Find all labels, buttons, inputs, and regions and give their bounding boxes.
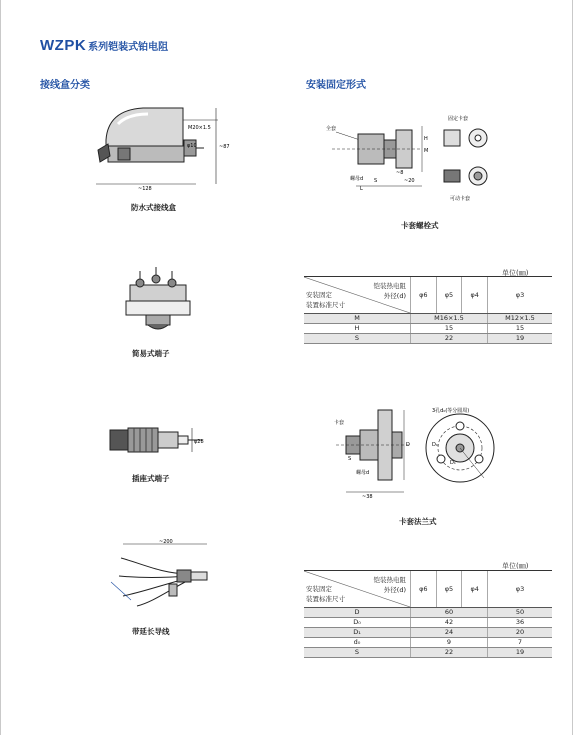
page-title <box>40 37 168 54</box>
col-header: φ6 <box>411 571 437 608</box>
series-code: WZPK <box>40 37 87 54</box>
col-header: φ4 <box>462 571 488 608</box>
table-row <box>304 618 552 628</box>
left-section-title: 接线盒分类 <box>40 80 90 91</box>
dim-label: ~8 <box>396 170 404 176</box>
dim-label: S <box>348 456 352 462</box>
cell: 22 <box>411 334 488 344</box>
header-line: 外径(d) <box>383 292 406 300</box>
cell: 15 <box>411 324 488 334</box>
table-row <box>304 638 552 648</box>
col-header: φ3 <box>488 277 553 314</box>
cell: 20 <box>488 628 553 638</box>
waterproof-box-drawing <box>88 100 248 192</box>
simple-terminal-drawing <box>120 265 200 335</box>
cell: 15 <box>488 324 553 334</box>
table-unit: 单位(㎜) <box>502 269 529 277</box>
table-row <box>304 324 552 334</box>
dim-label: 螺母d <box>350 176 364 182</box>
socket-terminal-drawing <box>108 416 218 464</box>
table-row <box>304 314 552 324</box>
dim-label: ~20 <box>404 178 415 184</box>
right-section-title: 安装固定形式 <box>306 80 366 91</box>
dim-label: D₁ <box>450 460 456 466</box>
part-label: 全套 <box>326 126 337 132</box>
row-label: D₁ <box>304 628 411 638</box>
dim-label: D₀ <box>432 442 438 448</box>
dim-label: ~200 <box>159 539 173 545</box>
col-header: φ5 <box>436 277 462 314</box>
table-row <box>304 334 552 344</box>
dim-label: 螺母d <box>356 470 370 476</box>
cell: 24 <box>411 628 488 638</box>
row-label: S <box>304 648 411 658</box>
part-label: 3孔d₀(等分圆周) <box>432 408 470 414</box>
col-header: φ4 <box>462 277 488 314</box>
figure-caption: 插座式端子 <box>132 474 170 483</box>
row-label: H <box>304 324 411 334</box>
cell: 7 <box>488 638 553 648</box>
col-header: φ6 <box>411 277 437 314</box>
dim-label: L <box>360 186 363 192</box>
dim-label: M20×1.5 <box>188 125 211 131</box>
ferrule-flange-drawing <box>334 402 514 508</box>
extended-lead-drawing <box>103 538 213 610</box>
part-label: 卡套 <box>334 420 345 426</box>
header-line: 安装固定 <box>306 291 332 299</box>
cell: 19 <box>488 648 553 658</box>
cell: 36 <box>488 618 553 628</box>
table-row <box>304 648 552 658</box>
table-unit: 单位(㎜) <box>502 562 529 570</box>
col-header: φ3 <box>488 571 553 608</box>
row-label: D <box>304 608 411 618</box>
cell: M12×1.5 <box>488 314 553 324</box>
figure-caption: 卡套螺栓式 <box>401 221 439 230</box>
cell: 9 <box>411 638 488 648</box>
series-name: 系列铠装式铂电阻 <box>88 42 169 53</box>
table-row <box>304 628 552 638</box>
figure-caption: 简易式端子 <box>132 349 170 358</box>
col-header: φ5 <box>436 571 462 608</box>
part-label: 可动卡套 <box>450 196 471 202</box>
header-line: 铠装热电阻 <box>373 282 406 290</box>
spec-table-2 <box>304 570 552 658</box>
part-label: 固定卡套 <box>448 116 469 122</box>
figure-caption: 防水式接线盒 <box>131 203 176 212</box>
header-line: 安装固定 <box>306 585 332 593</box>
row-label: D₀ <box>304 618 411 628</box>
dim-label: ~128 <box>138 186 152 192</box>
dim-label: φ10 <box>187 143 197 149</box>
header-line: 铠装热电阻 <box>373 576 406 584</box>
dim-label: M <box>424 148 429 154</box>
header-line: 装置标准尺寸 <box>306 595 345 603</box>
cell: 60 <box>411 608 488 618</box>
dim-label: ~87 <box>219 144 230 150</box>
row-label: M <box>304 314 411 324</box>
dim-label: D <box>406 442 410 448</box>
dim-label: φ28 <box>194 439 204 445</box>
spec-table-1 <box>304 276 552 344</box>
cell: M16×1.5 <box>411 314 488 324</box>
table-row <box>304 608 552 618</box>
dim-label: H <box>424 136 428 142</box>
figure-caption: 带延长导线 <box>132 627 170 636</box>
cell: 42 <box>411 618 488 628</box>
dim-label: S <box>374 178 378 184</box>
dim-label: ~38 <box>362 494 373 500</box>
cell: 50 <box>488 608 553 618</box>
header-line: 装置标准尺寸 <box>306 301 345 309</box>
row-label: S <box>304 334 411 344</box>
figure-caption: 卡套法兰式 <box>399 517 437 526</box>
cell: 22 <box>411 648 488 658</box>
row-label: d₀ <box>304 638 411 648</box>
header-line: 外径(d) <box>383 586 406 594</box>
cell: 19 <box>488 334 553 344</box>
ferrule-bolt-drawing <box>326 110 502 202</box>
